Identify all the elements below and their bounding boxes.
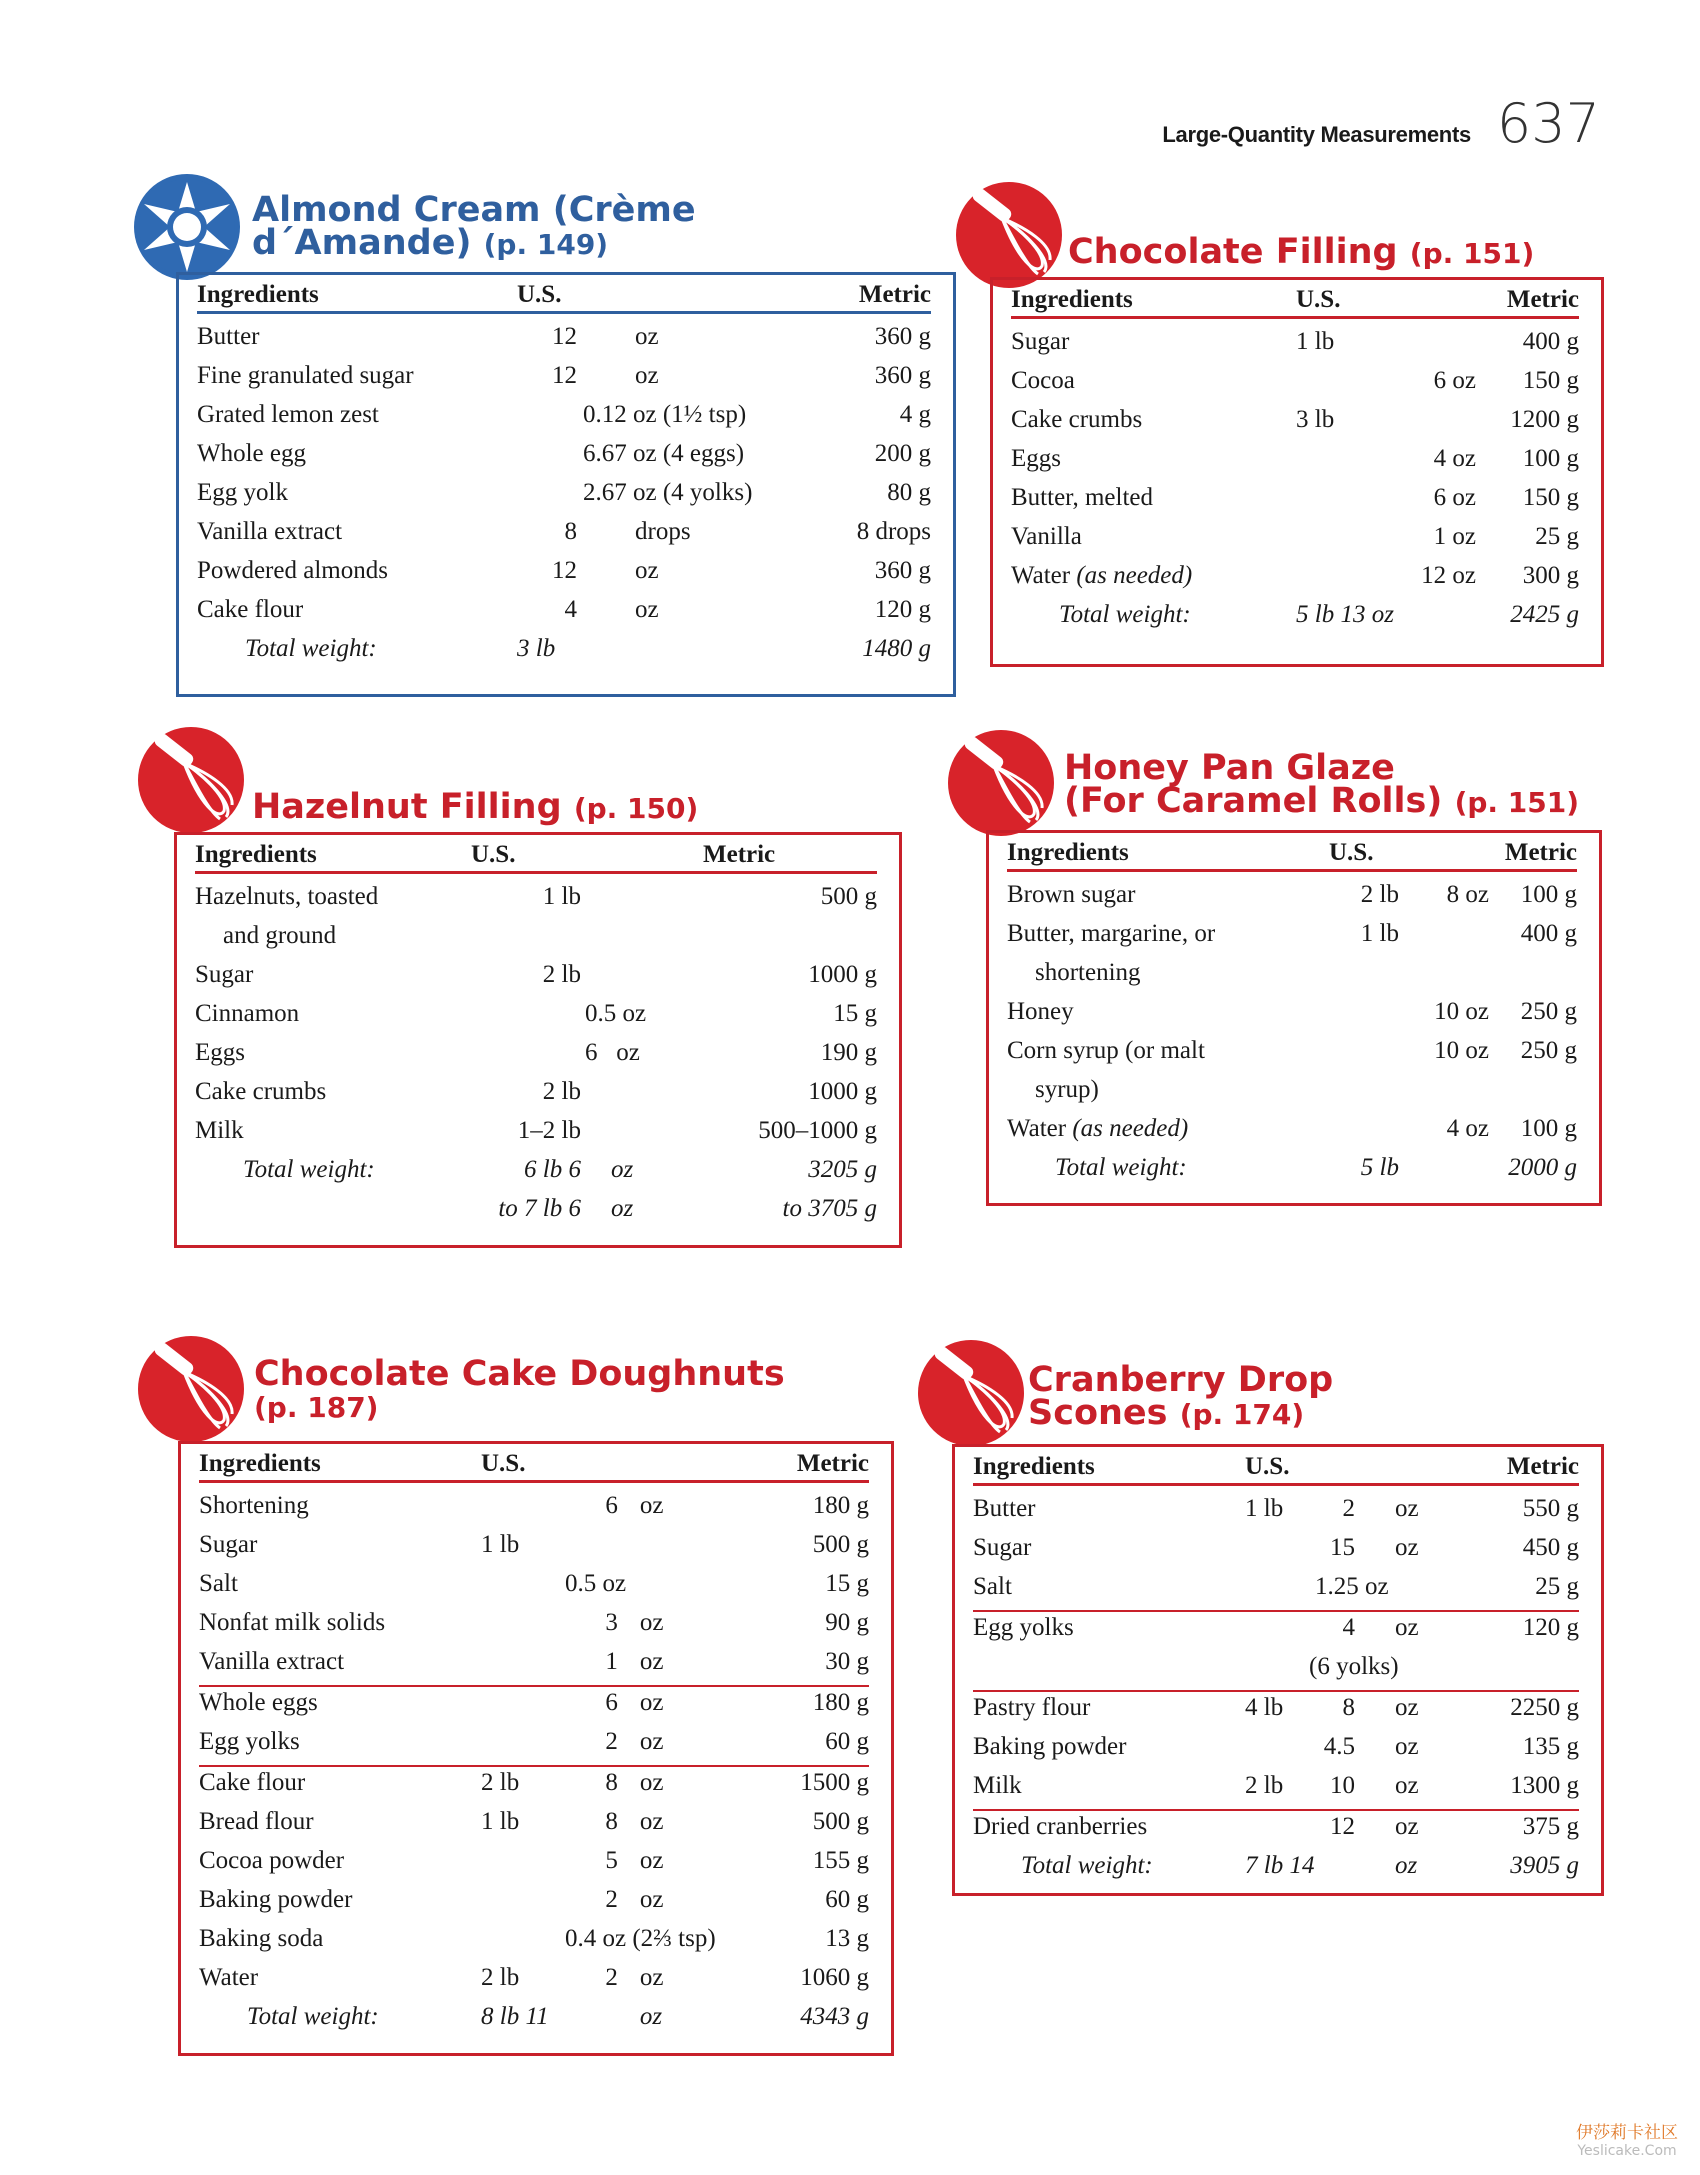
- recipe-table-chocolate-cake-doughnuts: Ingredients U.S. Metric Shortening 6 oz 180 g Sugar 1 lb 500 g Salt 0.5 oz 15 g Nonfat milk solids 3 oz 90 g Vanilla extract 1 oz 30 g Whole eggs 6 oz 180 g Egg yolks 2 oz 60 g Cake flour 2 lb 8 oz 1500 g Bread flour 1 lb 8 oz 500 g Cocoa powder 5 oz 155 g Baking powder 2 oz 60 g Baking soda 0.4 oz (2⅔ tsp) 13 g Water 2 lb 2 oz 1060 g Total weight: 8 lb 11 oz 4343 g: [178, 1441, 894, 2056]
- recipe-title-chocolate-filling: Chocolate Filling (p. 151): [1068, 232, 1535, 272]
- recipe-table-cranberry-drop-scones: Ingredients U.S. Metric Butter 1 lb 2 oz 550 g Sugar 15 oz 450 g Salt 1.25 oz 25 g Egg yolks 4 oz 120 g (6 yolks) Pastry flour 4 lb 8 oz 2250 g Baking powder 4.5 oz 135 g Milk 2 lb 10 oz 1300 g Dried cranberries 12 oz 375 g Total weight: 7 lb 14 oz 3905 g: [952, 1444, 1604, 1896]
- recipe-table-chocolate-filling: Ingredients U.S. Metric Sugar 1 lb 400 g Cocoa 6 oz 150 g Cake crumbs 3 lb 1200 g Eggs 4 oz 100 g Butter, melted 6 oz 150 g Vanilla 1 oz 25 g Water (as needed) 12 oz 300 g Total weight: 5 lb 13 oz 2425 g: [990, 277, 1604, 667]
- recipe-title-hazelnut-filling: Hazelnut Filling (p. 150): [252, 787, 699, 827]
- recipe-table-honey-pan-glaze: Ingredients U.S. Metric Brown sugar 2 lb 8 oz 100 g Butter, margarine, or 1 lb 400 g shortening Honey 10 oz 250 g Corn syrup (or malt 10 oz 250 g syrup) Water (as needed) 4 oz 100 g Total weight: 5 lb 2000 g: [986, 830, 1602, 1206]
- recipe-table-hazelnut-filling: Ingredients U.S. Metric Hazelnuts, toasted 1 lb 500 g and ground Sugar 2 lb 1000 g Cinnamon 0.5 oz 15 g Eggs 6 oz 190 g Cake crumbs 2 lb 1000 g Milk 1–2 lb 500–1000 g Total weight: 6 lb 6 oz 3205 g to 7 lb 6 oz to 3705 g: [174, 832, 902, 1248]
- school-seal-icon: [134, 174, 240, 280]
- section-title: Large-Quantity Measurements: [1162, 122, 1471, 147]
- recipe-table-almond-cream: Ingredients U.S. Metric Butter 12 oz 360 g Fine granulated sugar 12 oz 360 g Grated lemon zest 0.12 oz (1½ tsp) 4 g Whole egg 6.67 oz (4 eggs) 200 g Egg yolk 2.67 oz (4 yolks) 80 g Vanilla extract 8 drops 8 drops Powdered almonds 12 oz 360 g Cake flour 4 oz 120 g Total weight: 3 lb 1480 g: [176, 272, 956, 697]
- running-header: [1162, 92, 1600, 155]
- watermark: 伊莎莉卡社区 Yeslicake.Com: [1576, 2123, 1678, 2159]
- recipe-title-honey-pan-glaze: Honey Pan Glaze (For Caramel Rolls) (p. 151): [1064, 748, 1580, 821]
- whisk-icon: [956, 182, 1062, 288]
- whisk-icon: [948, 730, 1054, 836]
- whisk-icon: [138, 1336, 244, 1442]
- whisk-icon: [138, 727, 244, 833]
- recipe-title-almond-cream: Almond Cream (Crème d´Amande) (p. 149): [252, 190, 696, 263]
- page-number: 637: [1496, 92, 1600, 155]
- recipe-title-chocolate-cake-doughnuts: Chocolate Cake Doughnuts (p. 187): [254, 1354, 785, 1424]
- recipe-title-cranberry-drop-scones: Cranberry Drop Scones (p. 174): [1028, 1360, 1334, 1433]
- whisk-icon: [918, 1340, 1024, 1446]
